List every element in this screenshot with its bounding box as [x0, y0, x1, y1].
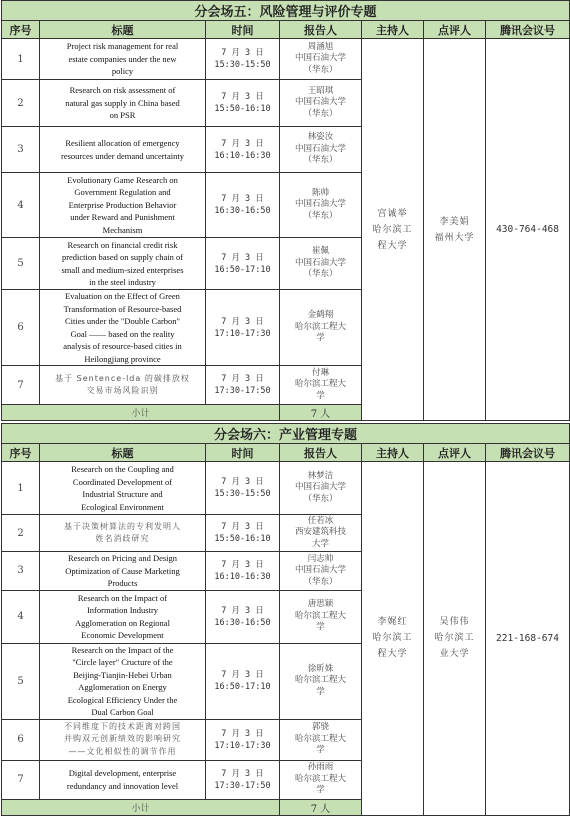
header-reviewer: 点评人 [424, 21, 486, 39]
row-number: 7 [2, 760, 40, 799]
reporter-line: （华东） [303, 155, 338, 166]
session5-table [1, 0, 570, 421]
header-host: 主持人 [362, 444, 424, 462]
report-title-line: Optimization of Cause Marketing [65, 565, 180, 576]
reporter [280, 290, 362, 366]
report-title-line: Heilongjiang province [84, 353, 161, 364]
report-title-line: Transformation of Resource-based [63, 303, 182, 314]
report-time-line: 7 月 3 日 [221, 48, 264, 58]
reporter-line: 郭骁 [311, 722, 329, 733]
report-title-line: Products [107, 578, 138, 588]
report-time [206, 719, 280, 760]
row-number: 7 [2, 366, 40, 405]
report-time-line: 17:10-17:30 [214, 740, 271, 751]
report-title-line: Evaluation on the Effect of Green [65, 291, 180, 301]
report-time-line: 16:10-16:30 [214, 150, 271, 161]
report-time-line: 17:30-17:50 [214, 386, 271, 396]
reporter-line: （华东） [303, 269, 338, 280]
report-title-line: Beijing-Tianjin-Hebei Urban [73, 669, 172, 680]
report-title [40, 760, 206, 799]
reporter-line: 哈尔滨工程大 [294, 733, 346, 744]
report-time-line: 15:30-15:50 [214, 489, 271, 499]
row-number: 2 [2, 515, 40, 552]
reporter-line: 哈尔滨工程大 [294, 321, 346, 332]
reporter-line: 哈尔滨工程大 [294, 610, 346, 621]
session6-table [1, 423, 570, 816]
report-time [206, 127, 280, 173]
reporter [280, 80, 362, 127]
session5-title-row [2, 1, 570, 21]
report-title-line: Digital development, enterprise [68, 768, 177, 778]
reporter-line: 付琳 [311, 367, 329, 378]
row-number: 1 [2, 462, 40, 515]
report-time-line: 7 月 3 日 [221, 194, 264, 204]
reporter-line: 学 [316, 686, 325, 697]
report-time [206, 80, 280, 127]
reporter [280, 515, 362, 552]
reporter-line: （华东） [303, 493, 338, 504]
reporter [280, 366, 362, 405]
report-title [40, 39, 206, 80]
report-title-line: Evolutionary Game Research on [67, 174, 178, 185]
reporter-line: 中国石油大学 [294, 257, 346, 268]
report-title-line: 基于决策树算法的专利发明人 [64, 521, 181, 531]
report-title-line: Industrial Structure and [82, 489, 163, 499]
report-time-line: 7 月 3 日 [221, 92, 264, 102]
header-meeting-id: 腾讯会议号 [486, 444, 570, 462]
report-title-line: 并购双元创新绩效的影响研究 [64, 734, 181, 744]
header-reviewer: 点评人 [424, 444, 486, 462]
reporter-line: （华东） [303, 576, 338, 587]
row-number: 4 [2, 173, 40, 238]
reporter-line: 哈尔滨工程大 [294, 379, 346, 390]
report-title-line: Research on the Coupling and [71, 464, 174, 474]
report-time [206, 590, 280, 643]
report-time-line: 15:30-15:50 [214, 60, 271, 70]
subtotal-value: 7 人 [280, 405, 362, 421]
report-time [206, 643, 280, 719]
reporter [280, 127, 362, 173]
reporter [280, 173, 362, 238]
report-time [206, 760, 280, 799]
report-time-line: 7 月 3 日 [221, 768, 264, 779]
report-time-line: 16:50-17:10 [214, 682, 271, 692]
reporter [280, 760, 362, 799]
report-time-line: 17:10-17:30 [214, 328, 271, 339]
meeting-id: 221-168-674 [486, 462, 570, 816]
reviewer-line: 业大学 [439, 649, 470, 660]
header-reporter: 报告人 [280, 21, 362, 39]
report-time-line: 7 月 3 日 [221, 252, 264, 263]
report-time [206, 39, 280, 80]
reporter [280, 552, 362, 591]
report-title [40, 290, 206, 366]
row-number: 4 [2, 590, 40, 643]
reporter-line: 中国石油大学 [294, 482, 346, 493]
report-time-line: 16:10-16:30 [214, 571, 271, 582]
reporter-line: 中国石油大学 [294, 565, 346, 575]
report-time-line: 16:50-17:10 [214, 264, 271, 275]
header-time: 时间 [206, 21, 280, 39]
report-title [40, 462, 206, 515]
reporter-line: 任若冰 [307, 515, 334, 526]
report-title-line: Agglomeration on Energy [78, 682, 167, 692]
reporter-line: 孙雨雨 [307, 762, 334, 773]
report-title-line: Information Industry [86, 605, 159, 615]
report-title-line: 姓名消歧研究 [95, 534, 150, 543]
report-time-line: 7 月 3 日 [221, 374, 264, 384]
report-title-line: Government Regulation and [74, 187, 171, 198]
reporter-line: 林梦洁 [307, 470, 334, 481]
report-title-line: Ecological Environment [81, 501, 164, 512]
report-title-line: 基于 Sentence-lda 的碳排放权 [55, 373, 190, 383]
reporter-line: 哈尔滨工程大 [294, 675, 346, 686]
report-title-line: redundancy and innovation level [66, 780, 179, 791]
reviewer-line: 李美娟 [439, 216, 470, 227]
report-time-line: 7 月 3 日 [221, 670, 264, 680]
reporter-line: 崔佩 [311, 246, 329, 257]
reporter [280, 238, 362, 290]
session-title: 分会场六：产业管理专题 [2, 424, 570, 444]
report-time-line: 17:30-17:50 [214, 780, 271, 791]
report-title-line: 交易市场风险识别 [86, 386, 159, 395]
report-time-line: 7 月 3 日 [221, 138, 264, 149]
header-time: 时间 [206, 444, 280, 462]
reporter-line: 中国石油大学 [294, 53, 346, 64]
report-time [206, 515, 280, 552]
report-title [40, 590, 206, 643]
reporter-line: 林姿汝 [307, 132, 334, 143]
report-time-line: 15:50-16:10 [214, 104, 271, 114]
report-title-line: analysis of resource-based cities in [63, 341, 182, 351]
reporter-line: 闫志帅 [307, 553, 334, 564]
row-number: 6 [2, 290, 40, 366]
reviewer-line: 福州大学 [434, 232, 475, 243]
report-time [206, 290, 280, 366]
reporter-line: 学 [316, 622, 325, 633]
table-row [2, 39, 570, 80]
report-title [40, 366, 206, 405]
host-cell [362, 39, 424, 421]
session6-title-row [2, 424, 570, 444]
reporter-line: 中国石油大学 [294, 97, 346, 108]
report-title-line: Research on the Impact of the [71, 644, 174, 655]
report-title-line: Research on Pricing and Design [67, 553, 178, 563]
report-time-line: 7 月 3 日 [221, 559, 264, 570]
reporter-line: 中国石油大学 [294, 199, 346, 210]
report-time [206, 462, 280, 515]
report-title-line: Cities under the "Double Carbon" [64, 316, 181, 326]
report-title-line: Research on financial credit risk [67, 239, 178, 250]
table-row [2, 462, 570, 515]
report-title [40, 552, 206, 591]
report-title-line: natural gas supply in China based [65, 97, 180, 108]
report-time-line: 7 月 3 日 [221, 522, 264, 532]
report-title-line: ——文化相似性的调节作用 [68, 746, 177, 756]
report-title-line: Agglomeration on Regional [75, 617, 170, 628]
report-title [40, 643, 206, 719]
report-title-line: small and medium-sized enterprises [61, 264, 184, 275]
subtotal-value: 7 人 [280, 799, 362, 815]
report-title-line: Coordinated Development of [72, 476, 173, 487]
report-time-line: 16:30-16:50 [214, 617, 271, 628]
report-title-line: Dual Carbon Goal [91, 707, 154, 717]
reporter [280, 643, 362, 719]
report-title-line: Mechanism [102, 224, 143, 235]
reporter-line: 中国石油大学 [294, 143, 346, 154]
reporter-line: 学 [316, 745, 325, 756]
reporter-line: 西安建筑科技 [294, 527, 346, 538]
header-row [2, 21, 570, 39]
reviewer-cell [424, 39, 486, 421]
subtotal-label: 小计 [2, 405, 280, 421]
header-no: 序号 [2, 21, 40, 39]
reporter-line: 学 [316, 333, 325, 344]
row-number: 3 [2, 552, 40, 591]
report-title-line: on PSR [109, 110, 136, 121]
host-line: 宫诚举 [377, 208, 408, 219]
report-time [206, 173, 280, 238]
report-time-line: 15:50-16:10 [214, 534, 271, 544]
reporter-line: 学 [316, 390, 325, 401]
report-title-line: Ecological Efficiency Under the [67, 694, 178, 705]
reporter-line: 大学 [311, 538, 329, 549]
report-title-line: under Reward and Punishment [70, 212, 175, 223]
header-row [2, 444, 570, 462]
reporter-line: 学 [316, 785, 325, 796]
report-title [40, 515, 206, 552]
report-title-line: Project risk management for real [66, 41, 179, 52]
session-title: 分会场五：风险管理与评价专题 [2, 1, 570, 21]
reporter-line: （华东） [303, 64, 338, 75]
reporter-line: 徐昕姝 [307, 663, 334, 674]
reporter [280, 719, 362, 760]
report-title-line: estate companies under the new [68, 53, 177, 64]
report-time [206, 366, 280, 405]
subtotal-label: 小计 [2, 799, 280, 815]
reporter [280, 590, 362, 643]
reviewer-cell [424, 462, 486, 816]
reporter-line: 周涵旭 [307, 41, 334, 52]
report-title-line: prediction based on supply chain of [61, 252, 184, 262]
meeting-id: 430-764-468 [486, 39, 570, 421]
reporter-line: 哈尔滨工程大 [294, 773, 346, 784]
header-no: 序号 [2, 444, 40, 462]
report-title-line: Enterprise Production Behavior [68, 199, 177, 210]
header-reporter: 报告人 [280, 444, 362, 462]
header-meeting-id: 腾讯会议号 [486, 21, 570, 39]
reviewer-line: 哈尔滨工 [434, 633, 475, 644]
reporter-line: 王昭琪 [307, 85, 334, 96]
header-host: 主持人 [362, 21, 424, 39]
report-title [40, 238, 206, 290]
header-topic: 标题 [40, 21, 206, 39]
row-number: 3 [2, 127, 40, 173]
reporter-line: （华东） [303, 210, 338, 221]
report-time-line: 7 月 3 日 [221, 477, 264, 487]
row-number: 6 [2, 719, 40, 760]
reporter [280, 39, 362, 80]
report-title [40, 173, 206, 238]
report-title-line: Goal —— based on the reality [70, 328, 175, 339]
report-time [206, 552, 280, 591]
reporter-line: （华东） [303, 108, 338, 119]
report-title-line: 不同维度下的技术距离对跨国 [64, 721, 181, 731]
header-topic: 标题 [40, 444, 206, 462]
host-line: 程大学 [377, 649, 408, 660]
report-title-line: policy [111, 66, 134, 77]
host-line: 哈尔滨工 [372, 224, 413, 235]
reporter-line: 唐思颖 [307, 599, 334, 610]
report-title-line: "Circle layer" Cructure of the [72, 657, 173, 667]
row-number: 5 [2, 643, 40, 719]
report-title-line: resources under demand uncertainty [61, 150, 184, 161]
row-number: 1 [2, 39, 40, 80]
reporter [280, 462, 362, 515]
report-title [40, 719, 206, 760]
report-time-line: 7 月 3 日 [221, 316, 264, 327]
report-title-line: Resilient allocation of emergency [65, 138, 180, 148]
report-time [206, 238, 280, 290]
host-cell [362, 462, 424, 816]
report-title-line: in the steel industry [89, 277, 156, 287]
report-title [40, 80, 206, 127]
report-time-line: 7 月 3 日 [221, 728, 264, 739]
row-number: 5 [2, 238, 40, 290]
reviewer-line: 吴伟伟 [439, 617, 470, 628]
host-line: 李娓红 [377, 617, 408, 628]
reporter-line: 金鹤翔 [307, 310, 334, 321]
report-title-line: Economic Development [81, 630, 164, 640]
host-line: 哈尔滨工 [372, 633, 413, 644]
reporter-line: 陈帅 [311, 187, 329, 198]
report-title-line: Research on the Impact of [77, 592, 168, 603]
report-time-line: 16:30-16:50 [214, 206, 271, 216]
report-title-line: Research on risk assessment of [69, 85, 176, 96]
host-line: 程大学 [377, 240, 408, 251]
report-title [40, 127, 206, 173]
report-time-line: 7 月 3 日 [221, 605, 264, 616]
row-number: 2 [2, 80, 40, 127]
